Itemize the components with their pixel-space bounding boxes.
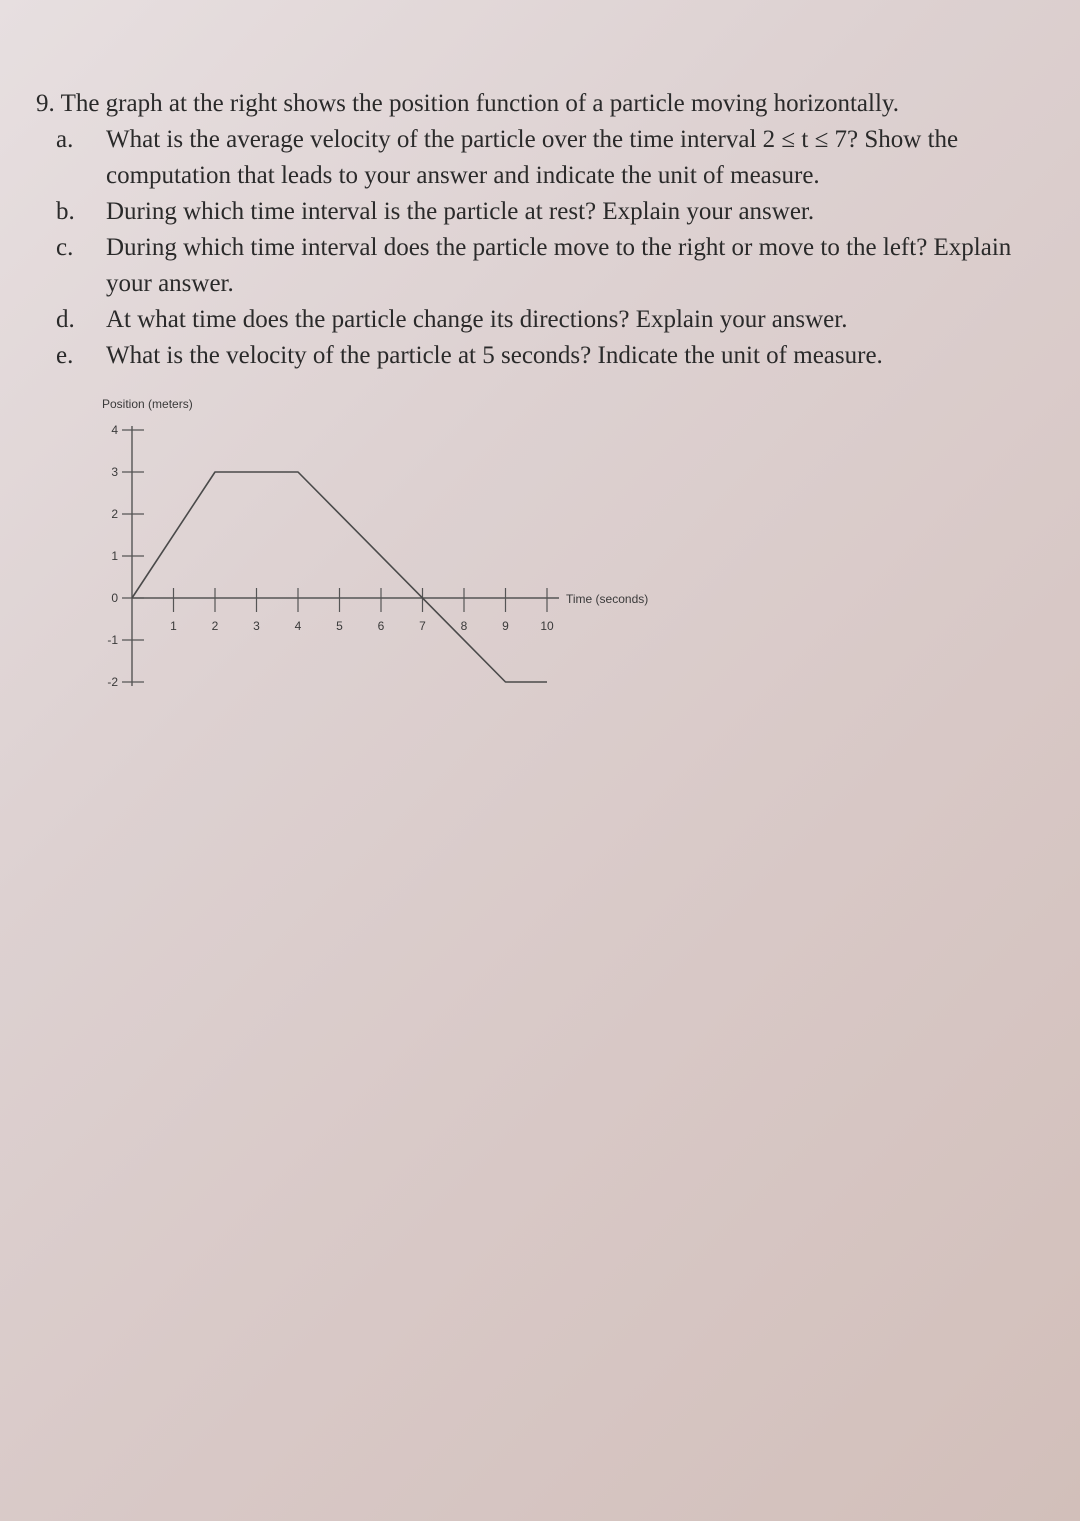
part-letter: b.: [56, 198, 75, 225]
part-text: At what time does the particle change its directions? Explain your answer.: [106, 306, 848, 333]
x-tick-label: 9: [502, 619, 509, 633]
x-tick-label: 7: [419, 619, 426, 633]
position-line: [132, 472, 547, 682]
problem-stem: [36, 86, 1056, 122]
part-letter: c.: [56, 234, 74, 261]
x-axis-label: Time (seconds): [566, 592, 649, 606]
part-d: [36, 302, 1056, 338]
x-tick-label: 10: [540, 619, 554, 633]
x-tick-label: 2: [211, 619, 219, 633]
graph-svg: [90, 390, 710, 700]
y-tick-label: 1: [111, 549, 118, 563]
problem: [36, 86, 1056, 374]
part-text: During which time interval does the particle move to the right or move to the left? Explain your answer.: [106, 234, 1012, 297]
problem-number: 9.: [36, 90, 55, 117]
part-text: What is the velocity of the particle at 5 seconds? Indicate the unit of measure.: [106, 342, 883, 369]
part-text: What is the average velocity of the particle over the time interval 2 ≤ t ≤ 7? Show the computation that leads to your answer and indicate the unit of measure.: [106, 126, 959, 189]
position-time-graph: [90, 390, 710, 700]
part-e: [36, 338, 1056, 374]
x-tick-label: 4: [294, 619, 302, 633]
part-text: During which time interval is the particle at rest? Explain your answer.: [106, 198, 815, 225]
y-axis-label: Position (meters): [102, 397, 193, 411]
x-tick-label: 6: [377, 619, 385, 633]
part-c: [36, 230, 1056, 302]
x-tick-label: 5: [336, 619, 343, 633]
y-tick-label: 0: [111, 591, 118, 605]
x-tick-label: 3: [253, 619, 260, 633]
x-tick-label: 8: [460, 619, 468, 633]
problem-stem-text: The graph at the right shows the position function of a particle moving horizontally.: [60, 90, 900, 117]
part-letter: a.: [56, 126, 74, 153]
y-tick-label: 3: [111, 465, 118, 479]
y-tick-label: 2: [111, 507, 118, 521]
x-tick-label: 1: [170, 619, 177, 633]
y-tick-label: 4: [111, 423, 118, 437]
part-b: [36, 194, 1056, 230]
y-tick-label: -2: [107, 675, 118, 689]
part-letter: e.: [56, 342, 74, 369]
part-a: [36, 122, 1056, 194]
part-letter: d.: [56, 306, 75, 333]
y-tick-label: -1: [107, 633, 118, 647]
problem-parts: [36, 122, 1056, 374]
